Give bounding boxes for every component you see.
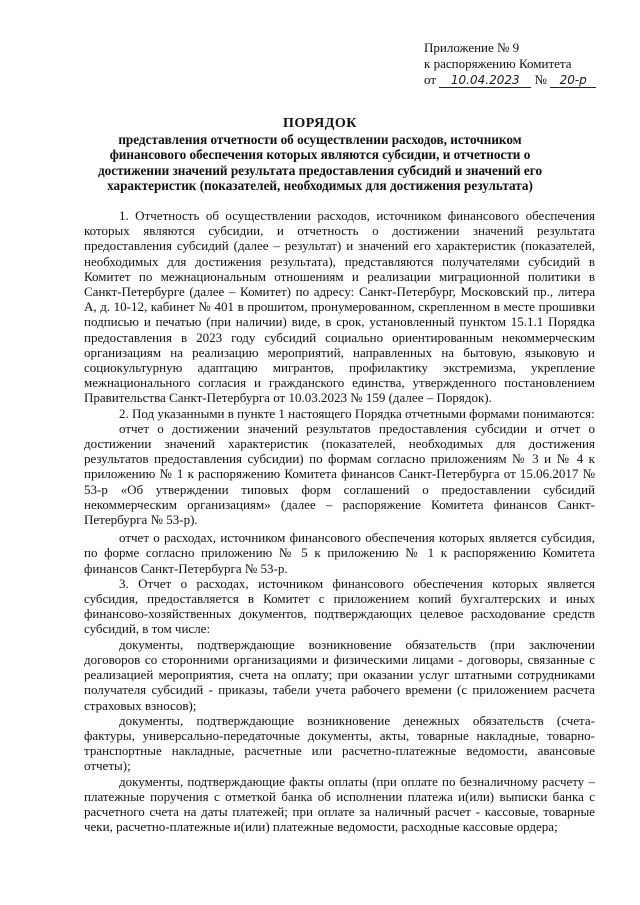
paragraph-1: 1. Отчетность об осуществлении расходов, источником финансового обеспечения которых являются субсидии, и отчетность о достижении значений результата предоставления субсидий (далее – результат) и значений его характеристик (показателей, необходимых для достижения результата), представляются получателями субсидий в Комитет по межнациональным отношениям и реализации миграционной политики в Санкт-Петербурге (далее – Комитет) по адресу: Санкт-Петербург, Московский пр., литера А, д. 10-12, кабинет № 401 в прошитом, пронумерованном, скрепленном в месте прошивки подписью и печатью (при наличии) виде, в срок, установленный пунктом 15.1.1 Порядка предоставления в 2023 году субсидий социально ориентированным некоммерческим организациям на реализацию мероприятий, направленных на бытовую, языковую и социокультурную адаптацию мигрантов, профилактику экстремизма, укрепление межнационального согласия и гражданского единства, утвержденного постановлением Правительства Санкт-Петербурга от 10.03.2023 № 159 (далее – Порядок). xyxy=(84,208,595,406)
appendix-reference: к распоряжению Комитета xyxy=(424,56,572,71)
paragraph-2: 2. Под указанными в пункте 1 настоящего Порядка отчетными формами понимаются: xyxy=(119,405,595,421)
appendix-header xyxy=(424,40,624,88)
document-subtitle: представления отчетности об осуществлении расходов, источником финансового обеспечения которых являются субсидии, и отчетности о достижении значений результата предоставления субсидий и значений его характеристик (показателей, необходимых для достижения результата) xyxy=(97,132,543,194)
paragraph-3: 3. Отчет о расходах, источником финансового обеспечения которых является субсидия, предоставляется в Комитет с приложением копий бухгалтерских и иных финансово-хозяйственных документов, подтверждающих целевое расходование средств субсидий, в том числе: xyxy=(84,575,595,637)
paragraph-3-item-1: документы, подтверждающие возникновение обязательств (при заключении договоров со сторонними организациями и физическими лицами - договоры, связанные с реализацией мероприятия, счета на оплату; при оказании услуг штатными сотрудниками получателя субсидий - приказы, табели учета рабочего времени (с приложением расчета страховых взносов); xyxy=(84,636,595,713)
paragraph-3-item-3: документы, подтверждающие факты оплаты (при оплате по безналичному расчету – платежные поручения с отметкой банка об исполнении платежа и(или) выписки банка с расчетного счета на даты платежей; при оплате за наличный расчет - кассовые, товарные чеки, расчетно-платежные и(или) платежные ведомости, расходные кассовые ордера; xyxy=(84,773,595,835)
paragraph-2-item-1: отчет о достижении значений результатов предоставления субсидии и отчет о достижении значений характеристик (показателей, необходимых для достижения результатов предоставления субсидии) по формам согласно приложениям № 3 и № 4 к приложению № 1 к распоряжению Комитета финансов Санкт-Петербурга от 15.06.2017 № 53-р «Об утверждении типовых форм соглашений о предоставлении субсидий некоммерческим организациям» (далее – распоряжение Комитета финансов Санкт-Петербурга № 53-р). xyxy=(84,420,595,528)
number-sign: № xyxy=(534,72,547,87)
handwritten-number: 20-р xyxy=(550,74,596,88)
document-body xyxy=(84,208,595,834)
paragraph-3-item-2: документы, подтверждающие возникновение денежных обязательств (счета-фактуры, универсально-передаточные документы, акты, товарные накладные, товарно-транспортные накладные, расчетные или расчетно-платежные ведомости, авансовые отчеты); xyxy=(84,712,595,774)
appendix-date-line xyxy=(424,72,624,88)
handwritten-date: 10.04.2023 xyxy=(439,74,531,88)
date-prefix: от xyxy=(424,72,437,87)
paragraph-2-item-2: отчет о расходах, источником финансового обеспечения которых является субсидия, по форме согласно приложению № 5 к приложению № 1 к распоряжению Комитета финансов Санкт-Петербурга № 53-р. xyxy=(84,530,595,576)
document-title: ПОРЯДОК xyxy=(283,116,357,131)
appendix-number: Приложение № 9 xyxy=(424,40,520,55)
